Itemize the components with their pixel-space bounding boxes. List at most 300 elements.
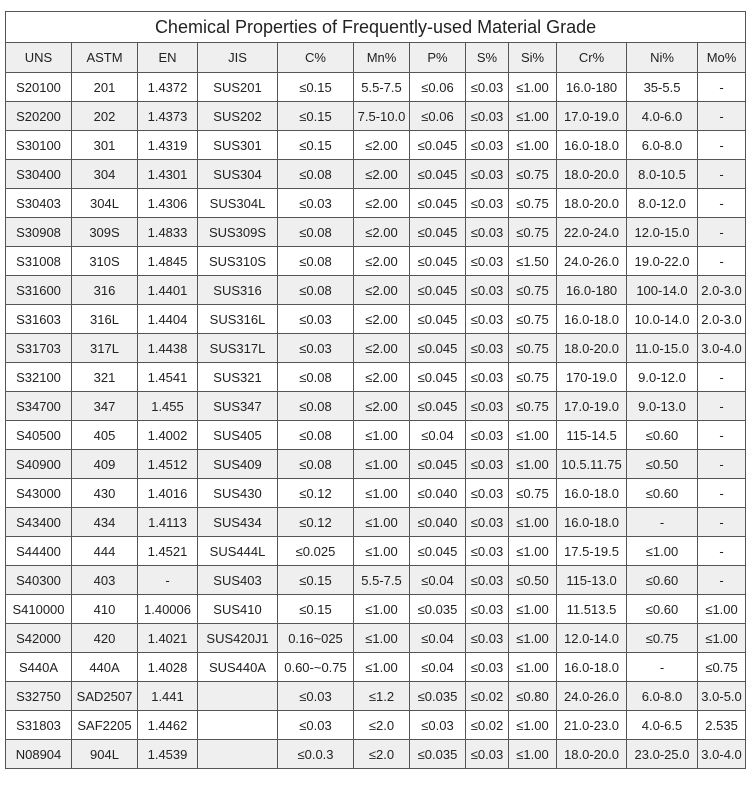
cell-mo: ≤1.00	[698, 624, 746, 653]
cell-p: ≤0.045	[410, 276, 466, 305]
cell-mn: ≤1.2	[354, 682, 410, 711]
cell-jis: SUS403	[198, 566, 278, 595]
cell-cr: 18.0-20.0	[557, 334, 627, 363]
table-row	[6, 421, 746, 450]
cell-jis: SUS321	[198, 363, 278, 392]
cell-p: ≤0.035	[410, 682, 466, 711]
cell-cr: 17.5-19.5	[557, 537, 627, 566]
col-header-jis: JIS	[198, 43, 278, 73]
cell-mn: ≤2.0	[354, 740, 410, 769]
cell-s: ≤0.03	[466, 102, 509, 131]
cell-c: ≤0.12	[278, 479, 354, 508]
cell-uns: S40500	[6, 421, 72, 450]
cell-c: ≤0.15	[278, 102, 354, 131]
cell-c: 0.16~025	[278, 624, 354, 653]
cell-mo: -	[698, 566, 746, 595]
cell-uns: S31008	[6, 247, 72, 276]
table-row	[6, 508, 746, 537]
cell-s: ≤0.03	[466, 131, 509, 160]
cell-astm: SAF2205	[72, 711, 138, 740]
cell-uns: S44400	[6, 537, 72, 566]
table-row	[6, 653, 746, 682]
table-row	[6, 160, 746, 189]
cell-c: ≤0.08	[278, 421, 354, 450]
cell-s: ≤0.03	[466, 334, 509, 363]
cell-s: ≤0.03	[466, 595, 509, 624]
cell-jis	[198, 740, 278, 769]
col-header-mo: Mo%	[698, 43, 746, 73]
cell-c: ≤0.03	[278, 711, 354, 740]
cell-cr: 18.0-20.0	[557, 160, 627, 189]
table-row	[6, 711, 746, 740]
cell-si: ≤1.00	[509, 73, 557, 102]
cell-cr: 22.0-24.0	[557, 218, 627, 247]
cell-ni: 8.0-12.0	[627, 189, 698, 218]
cell-mn: ≤1.00	[354, 421, 410, 450]
cell-cr: 170-19.0	[557, 363, 627, 392]
cell-uns: S30403	[6, 189, 72, 218]
cell-s: ≤0.03	[466, 276, 509, 305]
cell-mo: ≤1.00	[698, 595, 746, 624]
cell-mn: ≤2.00	[354, 247, 410, 276]
cell-s: ≤0.03	[466, 218, 509, 247]
cell-ni: 6.0-8.0	[627, 682, 698, 711]
cell-astm: 202	[72, 102, 138, 131]
cell-astm: 316	[72, 276, 138, 305]
cell-mo: -	[698, 131, 746, 160]
cell-s: ≤0.03	[466, 740, 509, 769]
cell-p: ≤0.035	[410, 595, 466, 624]
cell-cr: 11.513.5	[557, 595, 627, 624]
cell-en: 1.4021	[138, 624, 198, 653]
cell-mo: 2.0-3.0	[698, 276, 746, 305]
cell-en: -	[138, 566, 198, 595]
cell-en: 1.4373	[138, 102, 198, 131]
cell-ni: 6.0-8.0	[627, 131, 698, 160]
cell-en: 1.4462	[138, 711, 198, 740]
cell-cr: 10.5.11.75	[557, 450, 627, 479]
cell-p: ≤0.040	[410, 508, 466, 537]
table-row	[6, 73, 746, 102]
cell-astm: 347	[72, 392, 138, 421]
cell-si: ≤1.00	[509, 102, 557, 131]
cell-cr: 24.0-26.0	[557, 247, 627, 276]
table-row	[6, 740, 746, 769]
col-header-mn: Mn%	[354, 43, 410, 73]
cell-uns: S20200	[6, 102, 72, 131]
cell-astm: 310S	[72, 247, 138, 276]
cell-si: ≤0.75	[509, 479, 557, 508]
cell-mn: ≤1.00	[354, 508, 410, 537]
cell-en: 1.4002	[138, 421, 198, 450]
cell-cr: 21.0-23.0	[557, 711, 627, 740]
cell-c: ≤0.15	[278, 73, 354, 102]
cell-ni: 4.0-6.5	[627, 711, 698, 740]
cell-s: ≤0.03	[466, 73, 509, 102]
cell-en: 1.4028	[138, 653, 198, 682]
cell-p: ≤0.045	[410, 537, 466, 566]
cell-s: ≤0.03	[466, 653, 509, 682]
cell-s: ≤0.03	[466, 450, 509, 479]
cell-p: ≤0.035	[410, 740, 466, 769]
cell-mn: 5.5-7.5	[354, 566, 410, 595]
cell-mo: -	[698, 537, 746, 566]
table-row	[6, 363, 746, 392]
cell-ni: ≤0.75	[627, 624, 698, 653]
cell-cr: 18.0-20.0	[557, 740, 627, 769]
cell-ni: 12.0-15.0	[627, 218, 698, 247]
cell-ni: ≤0.50	[627, 450, 698, 479]
cell-astm: 201	[72, 73, 138, 102]
col-header-uns: UNS	[6, 43, 72, 73]
table-row	[6, 218, 746, 247]
cell-p: ≤0.06	[410, 73, 466, 102]
cell-ni: 100-14.0	[627, 276, 698, 305]
cell-cr: 12.0-14.0	[557, 624, 627, 653]
cell-ni: 10.0-14.0	[627, 305, 698, 334]
cell-s: ≤0.03	[466, 189, 509, 218]
col-header-cr: Cr%	[557, 43, 627, 73]
cell-cr: 16.0-18.0	[557, 305, 627, 334]
cell-cr: 18.0-20.0	[557, 189, 627, 218]
cell-ni: 11.0-15.0	[627, 334, 698, 363]
table-title: Chemical Properties of Frequently-used Material Grade	[6, 12, 746, 43]
cell-ni: ≤1.00	[627, 537, 698, 566]
cell-ni: 35-5.5	[627, 73, 698, 102]
cell-p: ≤0.04	[410, 624, 466, 653]
cell-c: ≤0.15	[278, 566, 354, 595]
cell-en: 1.4301	[138, 160, 198, 189]
cell-s: ≤0.02	[466, 711, 509, 740]
cell-jis: SUS430	[198, 479, 278, 508]
cell-si: ≤1.00	[509, 508, 557, 537]
cell-en: 1.4541	[138, 363, 198, 392]
cell-c: ≤0.08	[278, 247, 354, 276]
cell-mn: ≤2.00	[354, 218, 410, 247]
table-row	[6, 450, 746, 479]
cell-c: ≤0.15	[278, 595, 354, 624]
cell-mo: -	[698, 392, 746, 421]
cell-cr: 16.0-18.0	[557, 479, 627, 508]
cell-si: ≤0.80	[509, 682, 557, 711]
cell-astm: 434	[72, 508, 138, 537]
cell-s: ≤0.03	[466, 537, 509, 566]
cell-jis: SUS309S	[198, 218, 278, 247]
cell-mn: ≤1.00	[354, 450, 410, 479]
cell-cr: 16.0-180	[557, 73, 627, 102]
cell-si: ≤0.75	[509, 363, 557, 392]
cell-jis	[198, 711, 278, 740]
cell-uns: S42000	[6, 624, 72, 653]
cell-si: ≤0.75	[509, 218, 557, 247]
cell-mn: ≤1.00	[354, 595, 410, 624]
cell-s: ≤0.02	[466, 682, 509, 711]
cell-en: 1.4438	[138, 334, 198, 363]
cell-mo: -	[698, 218, 746, 247]
cell-jis: SUS409	[198, 450, 278, 479]
cell-cr: 17.0-19.0	[557, 102, 627, 131]
cell-en: 1.4845	[138, 247, 198, 276]
cell-si: ≤0.75	[509, 189, 557, 218]
cell-ni: 19.0-22.0	[627, 247, 698, 276]
cell-p: ≤0.045	[410, 305, 466, 334]
table-row	[6, 305, 746, 334]
cell-c: ≤0.08	[278, 160, 354, 189]
cell-uns: S34700	[6, 392, 72, 421]
cell-en: 1.441	[138, 682, 198, 711]
table-row	[6, 595, 746, 624]
cell-en: 1.4521	[138, 537, 198, 566]
cell-uns: S31600	[6, 276, 72, 305]
cell-uns: S20100	[6, 73, 72, 102]
cell-en: 1.40006	[138, 595, 198, 624]
cell-uns: S40900	[6, 450, 72, 479]
cell-cr: 115-13.0	[557, 566, 627, 595]
cell-mo: -	[698, 508, 746, 537]
column-header-row	[6, 43, 746, 73]
cell-mo: -	[698, 73, 746, 102]
col-header-s: S%	[466, 43, 509, 73]
cell-uns: S410000	[6, 595, 72, 624]
table-row	[6, 189, 746, 218]
col-header-c: C%	[278, 43, 354, 73]
cell-astm: 405	[72, 421, 138, 450]
cell-s: ≤0.03	[466, 363, 509, 392]
cell-jis: SUS310S	[198, 247, 278, 276]
cell-p: ≤0.045	[410, 363, 466, 392]
cell-p: ≤0.045	[410, 189, 466, 218]
chemical-properties-table	[5, 11, 746, 769]
cell-ni: -	[627, 508, 698, 537]
cell-p: ≤0.040	[410, 479, 466, 508]
cell-uns: S40300	[6, 566, 72, 595]
cell-uns: S30400	[6, 160, 72, 189]
cell-s: ≤0.03	[466, 421, 509, 450]
cell-mo: -	[698, 102, 746, 131]
cell-uns: S32750	[6, 682, 72, 711]
cell-en: 1.4512	[138, 450, 198, 479]
cell-en: 1.4401	[138, 276, 198, 305]
cell-c: ≤0.03	[278, 305, 354, 334]
cell-c: ≤0.08	[278, 276, 354, 305]
cell-jis: SUS317L	[198, 334, 278, 363]
cell-ni: ≤0.60	[627, 421, 698, 450]
cell-jis: SUS347	[198, 392, 278, 421]
cell-uns: S30908	[6, 218, 72, 247]
cell-jis: SUS304	[198, 160, 278, 189]
col-header-si: Si%	[509, 43, 557, 73]
cell-uns: S31703	[6, 334, 72, 363]
cell-p: ≤0.045	[410, 392, 466, 421]
cell-jis: SUS434	[198, 508, 278, 537]
cell-ni: 4.0-6.0	[627, 102, 698, 131]
cell-jis: SUS440A	[198, 653, 278, 682]
cell-c: ≤0.08	[278, 218, 354, 247]
cell-c: ≤0.08	[278, 450, 354, 479]
cell-en: 1.4319	[138, 131, 198, 160]
cell-si: ≤1.00	[509, 711, 557, 740]
cell-en: 1.4372	[138, 73, 198, 102]
cell-mn: ≤2.00	[354, 276, 410, 305]
cell-mn: ≤2.0	[354, 711, 410, 740]
cell-astm: 304	[72, 160, 138, 189]
cell-mo: -	[698, 363, 746, 392]
cell-astm: SAD2507	[72, 682, 138, 711]
cell-en: 1.4404	[138, 305, 198, 334]
cell-p: ≤0.04	[410, 653, 466, 682]
table-row	[6, 392, 746, 421]
cell-jis: SUS405	[198, 421, 278, 450]
cell-astm: 316L	[72, 305, 138, 334]
cell-si: ≤1.00	[509, 740, 557, 769]
cell-mn: ≤2.00	[354, 363, 410, 392]
cell-en: 1.4016	[138, 479, 198, 508]
cell-mo: ≤0.75	[698, 653, 746, 682]
cell-mo: -	[698, 189, 746, 218]
table-row	[6, 566, 746, 595]
cell-ni: ≤0.60	[627, 566, 698, 595]
cell-p: ≤0.06	[410, 102, 466, 131]
cell-mn: ≤2.00	[354, 305, 410, 334]
cell-uns: S440A	[6, 653, 72, 682]
cell-jis: SUS304L	[198, 189, 278, 218]
cell-mo: 2.0-3.0	[698, 305, 746, 334]
cell-en: 1.4833	[138, 218, 198, 247]
cell-ni: 9.0-13.0	[627, 392, 698, 421]
cell-c: ≤0.025	[278, 537, 354, 566]
cell-cr: 115-14.5	[557, 421, 627, 450]
cell-astm: 309S	[72, 218, 138, 247]
cell-si: ≤1.00	[509, 131, 557, 160]
cell-s: ≤0.03	[466, 305, 509, 334]
cell-c: ≤0.03	[278, 682, 354, 711]
cell-jis: SUS410	[198, 595, 278, 624]
cell-c: ≤0.03	[278, 334, 354, 363]
cell-si: ≤1.00	[509, 653, 557, 682]
cell-jis: SUS201	[198, 73, 278, 102]
cell-s: ≤0.03	[466, 508, 509, 537]
cell-mo: -	[698, 247, 746, 276]
cell-astm: 301	[72, 131, 138, 160]
cell-cr: 17.0-19.0	[557, 392, 627, 421]
cell-uns: S43000	[6, 479, 72, 508]
table-row	[6, 334, 746, 363]
cell-cr: 16.0-18.0	[557, 131, 627, 160]
table-row	[6, 131, 746, 160]
cell-s: ≤0.03	[466, 624, 509, 653]
cell-ni: ≤0.60	[627, 479, 698, 508]
cell-astm: 321	[72, 363, 138, 392]
cell-si: ≤1.00	[509, 537, 557, 566]
table-row	[6, 624, 746, 653]
cell-astm: 444	[72, 537, 138, 566]
table-row	[6, 537, 746, 566]
cell-p: ≤0.045	[410, 247, 466, 276]
cell-astm: 430	[72, 479, 138, 508]
cell-c: ≤0.08	[278, 392, 354, 421]
cell-si: ≤0.75	[509, 334, 557, 363]
cell-ni: ≤0.60	[627, 595, 698, 624]
cell-c: 0.60-~0.75	[278, 653, 354, 682]
cell-mn: ≤1.00	[354, 479, 410, 508]
cell-s: ≤0.03	[466, 566, 509, 595]
cell-ni: 9.0-12.0	[627, 363, 698, 392]
cell-astm: 409	[72, 450, 138, 479]
cell-mn: ≤2.00	[354, 392, 410, 421]
col-header-ni: Ni%	[627, 43, 698, 73]
cell-p: ≤0.045	[410, 450, 466, 479]
cell-p: ≤0.04	[410, 421, 466, 450]
cell-jis: SUS420J1	[198, 624, 278, 653]
cell-ni: -	[627, 653, 698, 682]
cell-uns: S31803	[6, 711, 72, 740]
cell-si: ≤1.50	[509, 247, 557, 276]
cell-astm: 440A	[72, 653, 138, 682]
material-grade-table-container	[5, 11, 745, 769]
table-row	[6, 479, 746, 508]
cell-si: ≤0.75	[509, 276, 557, 305]
cell-jis: SUS202	[198, 102, 278, 131]
cell-jis: SUS316L	[198, 305, 278, 334]
cell-mn: ≤2.00	[354, 189, 410, 218]
cell-c: ≤0.08	[278, 363, 354, 392]
cell-c: ≤0.15	[278, 131, 354, 160]
cell-p: ≤0.045	[410, 131, 466, 160]
cell-si: ≤0.75	[509, 160, 557, 189]
cell-jis	[198, 682, 278, 711]
cell-mn: ≤1.00	[354, 537, 410, 566]
cell-cr: 24.0-26.0	[557, 682, 627, 711]
table-row	[6, 682, 746, 711]
cell-jis: SUS444L	[198, 537, 278, 566]
cell-uns: S32100	[6, 363, 72, 392]
cell-mn: ≤2.00	[354, 334, 410, 363]
cell-mn: ≤1.00	[354, 624, 410, 653]
cell-mn: ≤1.00	[354, 653, 410, 682]
cell-si: ≤0.50	[509, 566, 557, 595]
cell-jis: SUS301	[198, 131, 278, 160]
table-row	[6, 276, 746, 305]
cell-c: ≤0.03	[278, 189, 354, 218]
cell-cr: 16.0-18.0	[557, 653, 627, 682]
cell-en: 1.4539	[138, 740, 198, 769]
cell-mo: 3.0-5.0	[698, 682, 746, 711]
cell-en: 1.455	[138, 392, 198, 421]
table-body	[6, 73, 746, 769]
table-row	[6, 102, 746, 131]
cell-si: ≤1.00	[509, 595, 557, 624]
cell-si: ≤1.00	[509, 421, 557, 450]
cell-mo: -	[698, 479, 746, 508]
table-row	[6, 247, 746, 276]
cell-en: 1.4113	[138, 508, 198, 537]
cell-cr: 16.0-180	[557, 276, 627, 305]
cell-c: ≤0.12	[278, 508, 354, 537]
cell-uns: S31603	[6, 305, 72, 334]
cell-astm: 317L	[72, 334, 138, 363]
cell-si: ≤1.00	[509, 450, 557, 479]
cell-si: ≤1.00	[509, 624, 557, 653]
cell-jis: SUS316	[198, 276, 278, 305]
cell-mo: 3.0-4.0	[698, 334, 746, 363]
cell-s: ≤0.03	[466, 392, 509, 421]
cell-uns: S43400	[6, 508, 72, 537]
cell-mn: 5.5-7.5	[354, 73, 410, 102]
cell-mo: -	[698, 450, 746, 479]
cell-en: 1.4306	[138, 189, 198, 218]
cell-p: ≤0.045	[410, 160, 466, 189]
cell-p: ≤0.045	[410, 334, 466, 363]
